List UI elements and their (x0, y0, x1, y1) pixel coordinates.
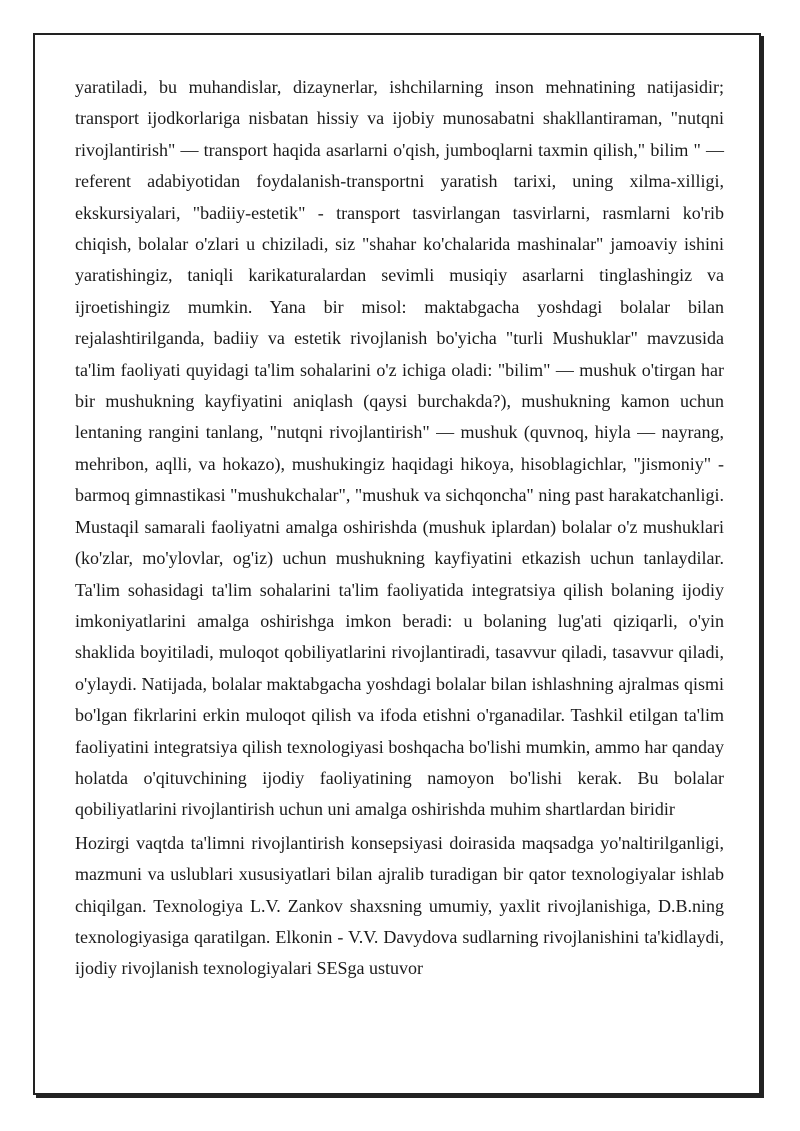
document-body (75, 72, 724, 985)
body-paragraph-2: Hozirgi vaqtda ta'limni rivojlantirish konsepsiyasi doirasida maqsadga yo'naltirilganligi, mazmuni va uslublari xususiyatlari bilan ajralib turadigan bir qator texnologiyalar ishlab chiqilgan. Texnologiya L.V. Zankov shaxsning umumiy, yaxlit rivojlanishiga, D.B.ning texnologiyasiga qaratilgan. Elkonin - V.V. Davydova sudlarning rivojlanishini ta'kidlaydi, ijodiy rivojlanish texnologiyalari SESga ustuvor (75, 832, 724, 979)
body-paragraph-1: yaratiladi, bu muhandislar, dizaynerlar, ishchilarning inson mehnatining natijasidir; transport ijodkorlariga nisbatan hissiy va ijobiy munosabatni shakllantiraman, "nutqni rivojlantirish" — transport haqida asarlarni o'qish, jumboqlarni taxmin qilish," bilim " — referent adabiyotidan foydalanish-transportni yaratish tarixi, uning xilma-xilligi, ekskursiyalari, "badiiy-estetik" - transport tasvirlangan tasvirlarni, rasmlarni ko'rib chiqish, bolalar o'zlari u chiziladi, siz "shahar ko'chalarida mashinalar" jamoaviy ishini yaratishingiz, taniqli karikaturalardan sevimli musiqiy asarlarni tinglashingiz va ijroetishingiz mumkin. Yana bir misol: maktabgacha yoshdagi bolalar bilan rejalashtirilganda, badiiy va estetik rivojlanish bo'yicha "turli Mushuklar" mavzusida ta'lim faoliyati quyidagi ta'lim sohalarini o'z ichiga oladi: "bilim" — mushuk o'tirgan har bir mushukning kayfiyatini aniqlash (qaysi burchakda?), mushukning kamon uchun lentaning rangini tanlang, "nutqni rivojlantirish" — mushuk (quvnoq, hiyla — nayrang, mehribon, aqlli, va hokazo), mushukingiz haqidagi hikoya, hisoblagichlar, "jismoniy" - barmoq gimnastikasi "mushukchalar", "mushuk va sichqoncha" ning past harakatchanligi. Mustaqil samarali faoliyatni amalga oshirishda (mushuk iplardan) bolalar o'z mushuklari (ko'zlar, mo'ylovlar, og'iz) uchun mushukning kayfiyatini etkazish uchun tanlaydilar. Ta'lim sohasidagi ta'lim sohalarini ta'lim faoliyatida integratsiya qilish bolaning ijodiy imkoniyatlarini amalga oshirishga imkon beradi: u bolaning lug'ati qiziqarli, o'yin shaklida boyitiladi, muloqot qobiliyatlarini rivojlantiradi, tasavvur qiladi, tasavvur qiladi, o'ylaydi. Natijada, bolalar maktabgacha yoshdagi bolalar bilan ishlashning ajralmas qismi bo'lgan fikrlarini erkin muloqot qilish va ifoda etishni o'rganadilar. Tashkil etilgan ta'lim faoliyatini integratsiya qilish texnologiyasi boshqacha bo'lishi mumkin, ammo har qanday holatda o'qituvchining ijodiy faoliyatining namoyon bo'lishi kerak. Bu bolalar qobiliyatlarini rivojlantirish uchun uni amalga oshirishda muhim shartlardan biridir (75, 77, 724, 820)
